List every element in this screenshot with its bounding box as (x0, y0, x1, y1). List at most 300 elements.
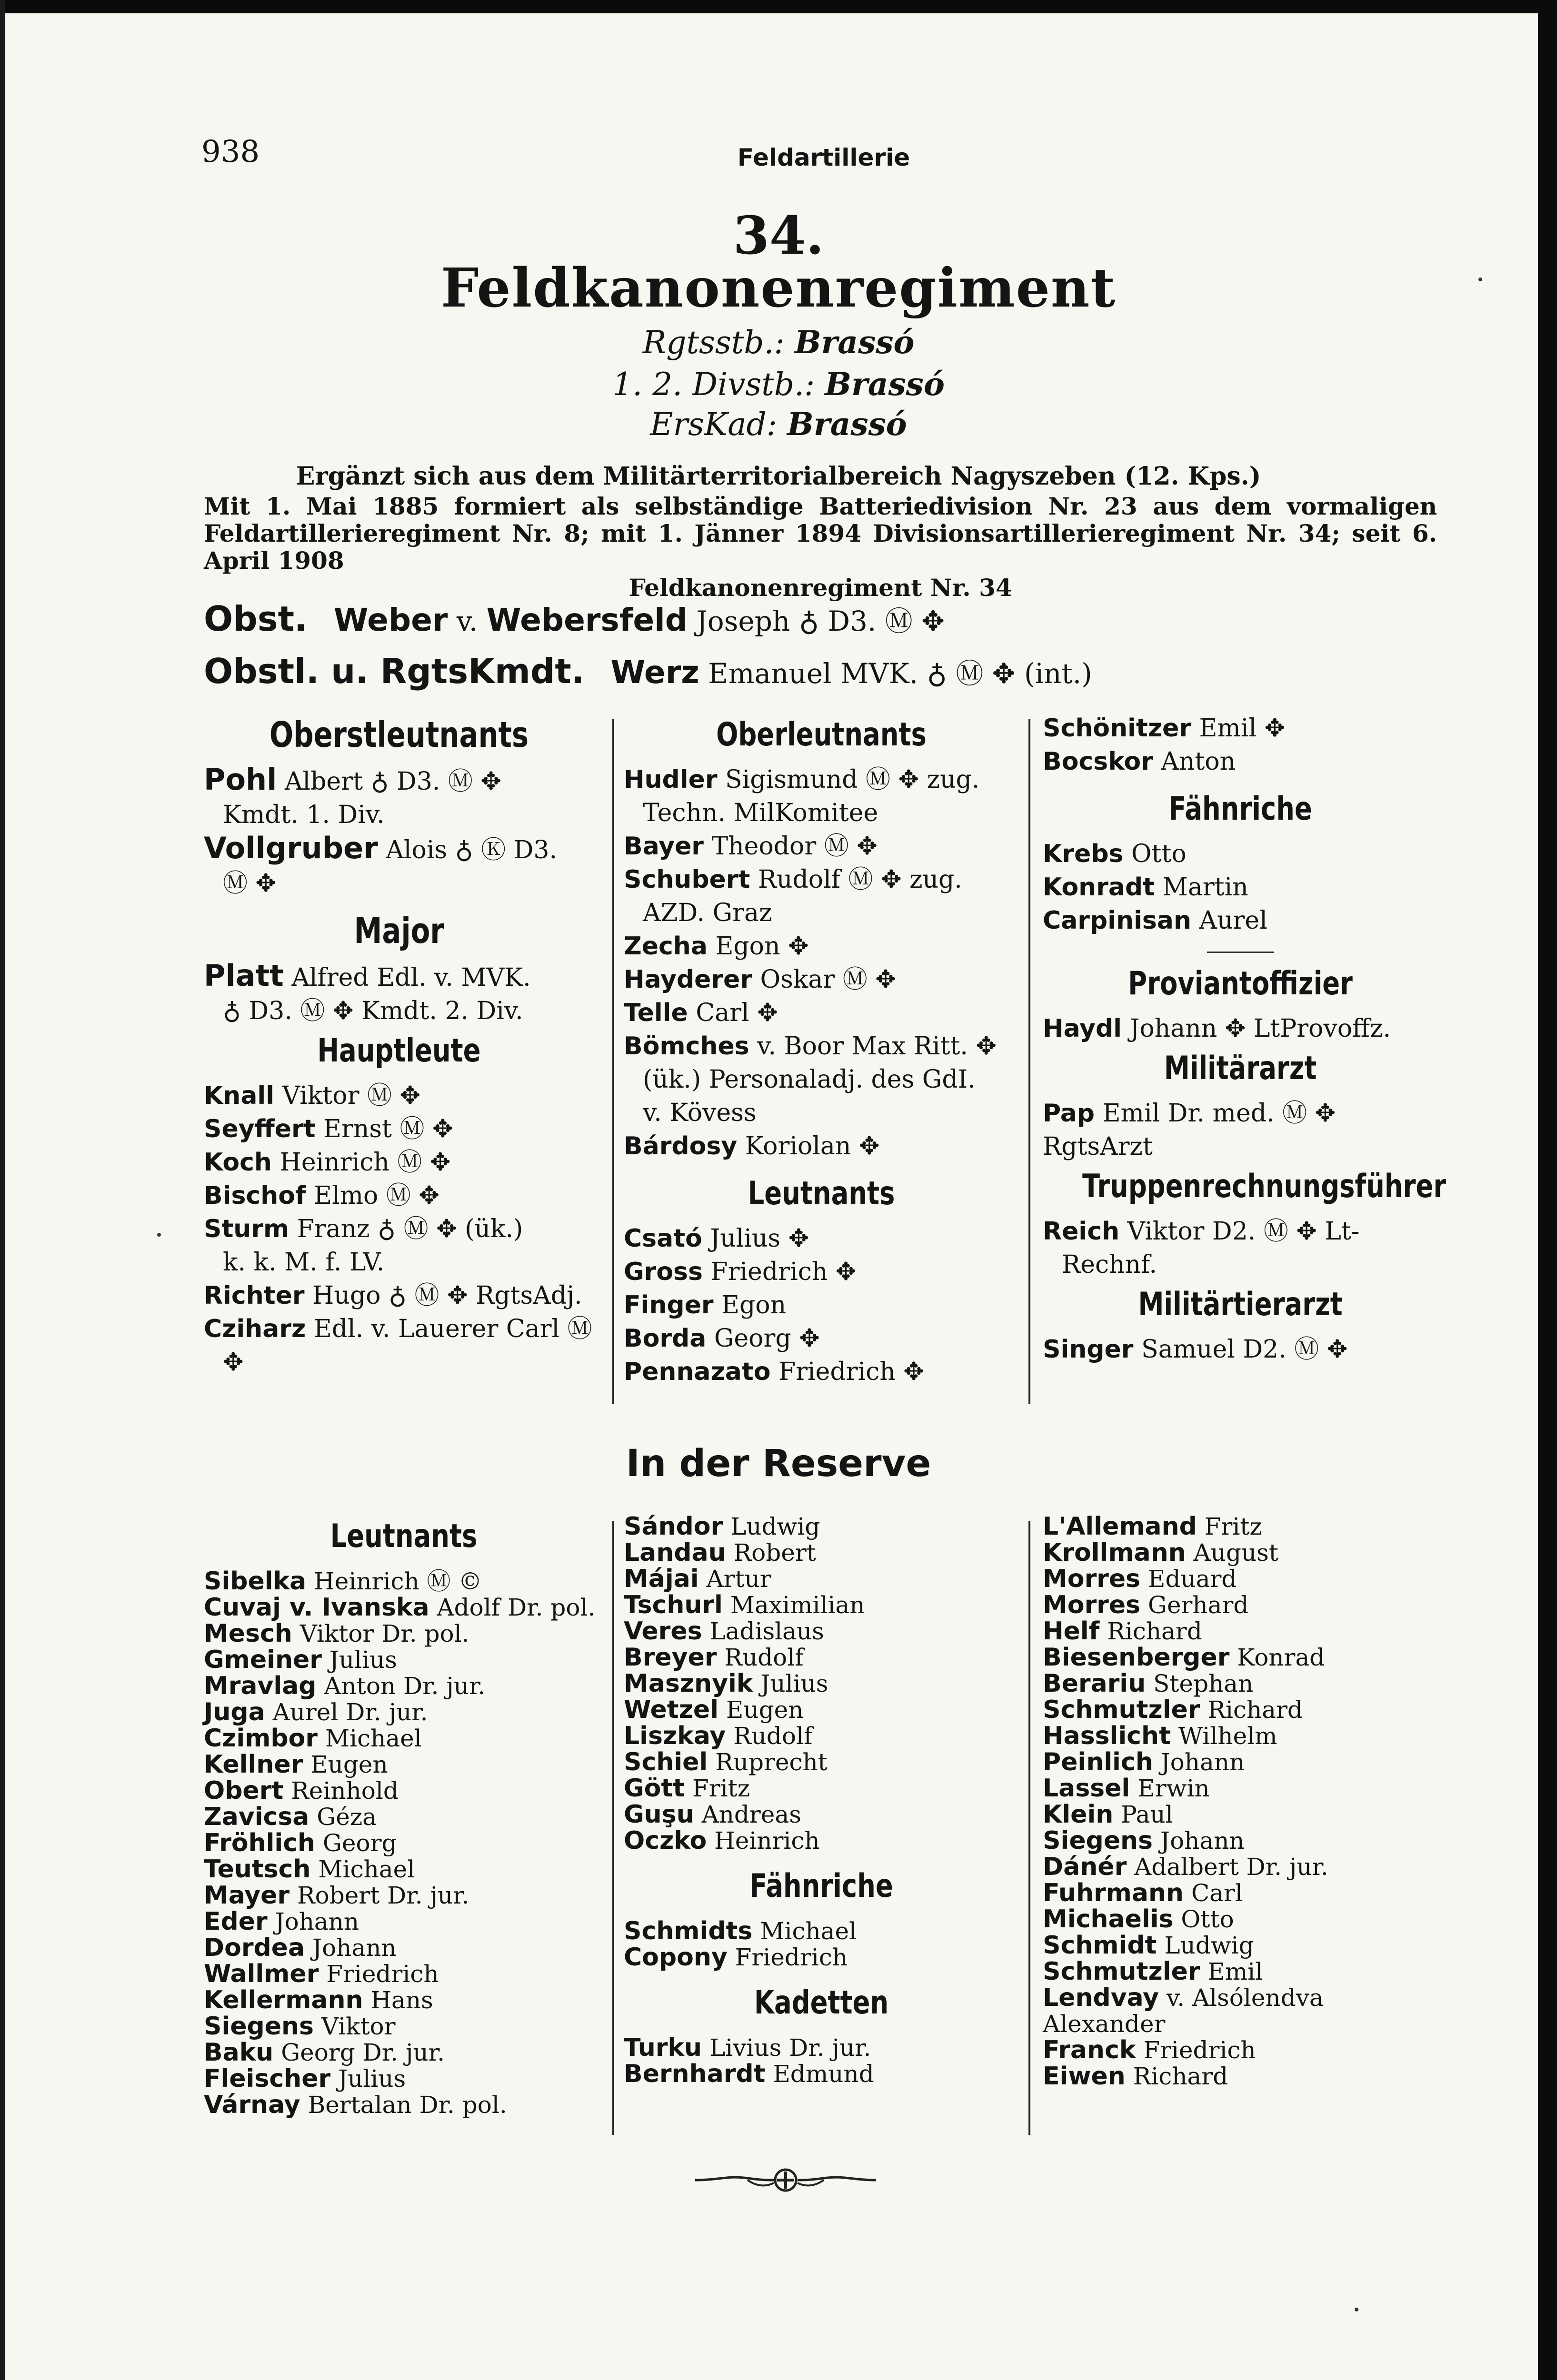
person-entry (204, 1935, 604, 1961)
entry-text: Franz ♁ Ⓜ ✥ (ük.) (297, 1215, 523, 1243)
surname: Helf (1043, 1617, 1100, 1646)
station-label: Rgtsstb.: (642, 324, 785, 361)
entry-continuation (624, 1096, 1019, 1130)
surname: Pennazato (624, 1358, 771, 1386)
section-heading-proviantoffizier: Proviantoffizier (1128, 965, 1353, 1002)
entry-text: Elmo Ⓜ ✥ (314, 1181, 439, 1210)
surname: Dánér (1043, 1853, 1127, 1881)
person-entry (624, 1944, 1019, 1971)
surname: Carpinisan (1043, 906, 1191, 935)
surname: Breyer (624, 1643, 717, 1672)
entry-text: Richard (1208, 1696, 1303, 1724)
section-heading-reserve-leutnants: Leutnants (330, 1517, 478, 1555)
person-entry (204, 1752, 604, 1778)
entry-text: Otto (1181, 1905, 1234, 1933)
entry-text: k. k. M. f. LV. (223, 1248, 385, 1277)
surname: Csató (624, 1224, 702, 1253)
surname: Juga (204, 1698, 265, 1726)
entry-text: Heinrich Ⓜ ✥ (279, 1148, 451, 1177)
entry-text: Georg (322, 1829, 397, 1857)
surname: Haydl (1043, 1014, 1122, 1043)
person-entry (204, 1987, 604, 2013)
surname: Konradt (1043, 873, 1155, 902)
person-entry (1043, 904, 1438, 937)
entry-text: Michael (318, 1855, 415, 1883)
surname: Sturm (204, 1215, 289, 1243)
entry-text: Samuel D2. Ⓜ ✥ (1141, 1335, 1348, 1364)
section-heading-major: Major (354, 911, 444, 952)
person-entry (1043, 2037, 1438, 2063)
entry-text: v. Kövess (643, 1099, 757, 1127)
person-entry (624, 1749, 1019, 1775)
regiment-name: Feldkanonenregiment (441, 257, 1116, 319)
section-heading-kadetten: Kadetten (754, 1984, 889, 2022)
entry-text: Andreas (701, 1801, 801, 1828)
person-entry (624, 2035, 1019, 2061)
person-entry (624, 1514, 1019, 1540)
entry-text: v. Alsólendva Alexander (1043, 1984, 1324, 2038)
surname: Czimbor (204, 1724, 318, 1753)
surname: Klein (1043, 1800, 1114, 1829)
entry-text: Otto (1131, 840, 1187, 868)
entry-text: (ük.) Personaladj. des GdI. (643, 1065, 976, 1094)
surname: Wetzel (624, 1696, 719, 1724)
person-entry (1043, 1854, 1438, 1880)
surname: Schiel (624, 1748, 708, 1776)
scan-speck (1478, 278, 1482, 281)
person-entry (1043, 1012, 1438, 1045)
section-heading-militaerarzt: Militärarzt (1164, 1050, 1317, 1087)
section-heading-oberstleutnants: Oberstleutnants (269, 714, 529, 755)
entry-text: Ruprecht (715, 1748, 828, 1776)
scan-speck (157, 1233, 161, 1237)
person-entry (204, 832, 594, 867)
entry-text: Fritz (692, 1775, 750, 1802)
person-entry (204, 1146, 594, 1179)
entry-continuation: ♁ D3. Ⓜ ✥ Kmdt. 2. Div. (223, 997, 523, 1025)
person-entry (624, 1030, 1019, 1063)
entry-text: Michael (325, 1725, 422, 1752)
kadetten-list (624, 2035, 1019, 2087)
entry-text: Robert Dr. jur. (297, 1882, 469, 1909)
given-name: Emanuel MVK. (708, 657, 918, 690)
person-entry (1043, 1985, 1438, 2037)
entry-text: Richard (1133, 2063, 1228, 2090)
entry-text: Robert (733, 1539, 816, 1567)
surname: Sándor (624, 1512, 723, 1541)
person-entry (624, 1618, 1019, 1645)
surname: Morres (1043, 1565, 1140, 1593)
given-name: Joseph (696, 605, 790, 637)
entry-text: Hans (370, 1986, 433, 2014)
person-entry (204, 1673, 604, 1699)
surname: Baku (204, 2038, 274, 2067)
entry-text: Heinrich Ⓜ © (314, 1567, 482, 1595)
surname: Bayer (624, 832, 704, 861)
person-entry (1043, 1333, 1438, 1366)
person-entry (624, 1540, 1019, 1566)
person-entry (204, 1647, 604, 1673)
person-entry (624, 1723, 1019, 1749)
person-entry (204, 1212, 594, 1246)
entry-text: Johann (1160, 1827, 1245, 1854)
person-entry (204, 1830, 604, 1856)
entry-text: Gerhard (1148, 1591, 1249, 1619)
entry-text: Adolf Dr. pol. (437, 1594, 596, 1621)
entry-text: Edl. v. Lauerer Carl Ⓜ (313, 1315, 592, 1343)
column-divider (1028, 1521, 1030, 2135)
entry-text: Ludwig (1164, 1932, 1254, 1959)
commander-obstl (204, 651, 1092, 691)
rank-label: Obstl. u. RgtsKmdt. (204, 651, 585, 691)
person-entry (1043, 745, 1438, 778)
surname: Reich (1043, 1217, 1119, 1246)
surname: Schubert (624, 865, 750, 894)
surname: Borda (624, 1324, 707, 1353)
entry-continuation: Rechnf. (1062, 1250, 1157, 1279)
entry-text: Adalbert Dr. jur. (1134, 1853, 1328, 1881)
station-label: ErsKad: (650, 406, 778, 443)
person-entry (204, 2040, 604, 2066)
surname: Berariu (1043, 1669, 1146, 1698)
surname: Kellermann (204, 1986, 363, 2014)
surname: Schmutzler (1043, 1696, 1200, 1724)
entry-text: Aurel Dr. jur. (272, 1698, 428, 1726)
person-entry (204, 1568, 604, 1595)
person-entry (204, 1079, 594, 1112)
person-entry (1043, 871, 1438, 904)
person-entry (204, 2013, 604, 2040)
person-entry (1043, 1566, 1438, 1592)
entry-continuation: Ⓜ ✥ (223, 869, 277, 898)
surname: Koch (204, 1148, 272, 1177)
entry-text: Techn. MilKomitee (643, 799, 878, 827)
entry-text: Viktor Dr. pol. (299, 1620, 469, 1647)
person-entry (1043, 1215, 1438, 1248)
person-entry (204, 1621, 604, 1647)
entry-text: Koriolan ✥ (745, 1132, 880, 1160)
person-entry (204, 763, 594, 798)
entry-text: Friedrich (1143, 2036, 1256, 2064)
surname: Tschurl (624, 1591, 723, 1619)
person-entry (1043, 837, 1438, 871)
person-entry (1043, 1749, 1438, 1775)
entry-text: Friedrich (735, 1944, 848, 1971)
surname: Bischof (204, 1181, 306, 1210)
surname: Schönitzer (1043, 714, 1191, 743)
person-entry (624, 2061, 1019, 2087)
entry-text: Egon ✥ (715, 932, 809, 961)
person-entry (624, 1802, 1019, 1828)
person-entry (1043, 1959, 1438, 1985)
entry-text: Johann ✥ LtProvoffz. (1129, 1014, 1391, 1043)
page-number: 938 (201, 134, 260, 169)
station-label: 1. 2. Divstb.: (612, 366, 815, 403)
section-heading-truppenrechnungsfuehrer: Truppenrechnungsführer (1082, 1168, 1447, 1205)
person-entry (624, 763, 1019, 796)
entry-text: Wilhelm (1178, 1722, 1278, 1750)
surname: Cziharz (204, 1315, 306, 1343)
surname: Krebs (1043, 840, 1124, 868)
entry-text: Géza (317, 1803, 377, 1831)
entry-text: Carl (1191, 1879, 1243, 1907)
entry-text: Alfred Edl. v. MVK. (291, 963, 531, 992)
entry-text: Eugen (726, 1696, 804, 1724)
surname: Werz (610, 654, 699, 691)
person-entry (1043, 1723, 1438, 1749)
surname: Veres (624, 1617, 702, 1646)
section-heading-hauptleute: Hauptleute (317, 1032, 481, 1070)
nobility-particle: v. (456, 605, 478, 637)
surname: Bömches (624, 1032, 749, 1061)
entry-continuation (624, 896, 1019, 930)
entry-text: Ernst Ⓜ ✥ (323, 1115, 453, 1143)
entry-text: Julius ✥ (710, 1224, 809, 1253)
section-divider (1207, 952, 1274, 953)
surname: Liszkay (624, 1722, 726, 1750)
person-entry (1043, 1097, 1438, 1163)
decorations: ♁ Ⓜ ✥ (int.) (927, 657, 1092, 690)
entry-continuation: Kmdt. 1. Div. (223, 801, 385, 829)
entry-text: Georg Dr. jur. (281, 2039, 445, 2066)
surname: Platt (204, 958, 284, 993)
entry-text: Viktor (321, 2013, 396, 2040)
person-entry (204, 1699, 604, 1726)
entry-text: Konrad (1237, 1644, 1325, 1671)
section-heading-leutnants: Leutnants (748, 1175, 895, 1212)
entry-text: Rudolf (724, 1644, 804, 1671)
surname: Telle (624, 999, 688, 1027)
entry-text: August (1193, 1539, 1278, 1567)
regiment-number: 34. (733, 205, 824, 266)
person-entry (204, 959, 594, 994)
entry-text: Hugo ♁ Ⓜ ✥ RgtsAdj. (312, 1281, 582, 1310)
surname: Zavicsa (204, 1803, 309, 1831)
person-entry (1043, 1592, 1438, 1618)
surname: Gross (624, 1258, 703, 1286)
entry-text: Paul (1121, 1801, 1173, 1828)
entry-text: Albert ♁ D3. Ⓜ ✥ (284, 767, 501, 796)
entry-text: Friedrich ✥ (778, 1358, 924, 1386)
column-divider (612, 1521, 614, 2135)
entry-text: Maximilian (730, 1591, 865, 1619)
entry-text: Oskar Ⓜ ✥ (760, 965, 896, 994)
person-entry (624, 1355, 1019, 1388)
entry-text: Carl ✥ (696, 999, 778, 1027)
surname: Sibelka (204, 1567, 307, 1596)
surname: Schmutzler (1043, 1957, 1200, 1986)
entry-text: Artur (706, 1565, 771, 1593)
surname: Weber (333, 602, 448, 638)
surname: Oczko (624, 1826, 707, 1855)
person-entry (624, 1918, 1019, 1944)
surname: Schmidts (624, 1917, 753, 1945)
person-entry (204, 1883, 604, 1909)
surname: Pap (1043, 1099, 1095, 1128)
person-entry (1043, 1933, 1438, 1959)
person-entry (624, 1289, 1019, 1322)
reserve-column-1 (204, 1514, 604, 2118)
surname: Mayer (204, 1881, 290, 1910)
section-heading-reserve-faehnriche: Fähnriche (749, 1867, 893, 1905)
section-heading-oberleutnants: Oberleutnants (716, 716, 927, 754)
entry-text: Bertalan Dr. pol. (308, 2091, 507, 2119)
entry-continuation (204, 1346, 594, 1379)
commander-obst (204, 599, 945, 639)
surname: Lendvay (1043, 1983, 1159, 2012)
entry-text: Egon (721, 1291, 787, 1319)
entry-text: Johann (1160, 1748, 1245, 1776)
entry-text: Johann (275, 1908, 359, 1935)
person-entry (624, 1130, 1019, 1163)
person-entry (204, 2066, 604, 2092)
person-entry (1043, 712, 1438, 745)
entry-text: Friedrich ✥ (710, 1258, 857, 1286)
surname: Fuhrmann (1043, 1879, 1184, 1907)
station-divstb (0, 366, 1557, 403)
scan-border-top (0, 0, 1557, 13)
entry-text: Erwin (1138, 1775, 1210, 1802)
entry-text: Johann (312, 1934, 397, 1962)
reserve-column-3 (1043, 1514, 1438, 2090)
surname: Teutsch (204, 1855, 311, 1884)
surname: Várnay (204, 2091, 300, 2119)
entry-text: Ludwig (730, 1513, 820, 1540)
entry-text: Julius (338, 2065, 406, 2092)
entry-text: Heinrich (714, 1827, 820, 1854)
entry-text: Sigismund Ⓜ ✥ zug. (725, 765, 980, 794)
column-divider (1028, 719, 1030, 1404)
entry-text: Friedrich (326, 1960, 439, 1988)
surname: Mesch (204, 1619, 292, 1648)
entry-text: Rudolf (733, 1722, 813, 1750)
rank-label: Obst. (204, 599, 308, 639)
surname: Gött (624, 1774, 685, 1803)
entry-continuation (624, 1063, 1019, 1096)
entry-text: Ladislaus (709, 1617, 824, 1645)
station-erskad (0, 406, 1557, 443)
person-entry (204, 1961, 604, 1987)
reserve-list-3 (1043, 1514, 1438, 2090)
surname: Dordea (204, 1934, 305, 1962)
entry-text: Anton (1161, 747, 1236, 776)
entry-text: Georg ✥ (714, 1324, 820, 1353)
surname: Hayderer (624, 965, 752, 994)
surname: Vollgruber (204, 831, 378, 865)
entry-text: Theodor Ⓜ ✥ (711, 832, 878, 861)
surname: Wallmer (204, 1960, 319, 1988)
surname: Bárdosy (624, 1132, 738, 1160)
person-entry (1043, 1906, 1438, 1933)
entry-text: Julius (329, 1646, 397, 1674)
surname: L'Allemand (1043, 1512, 1197, 1541)
person-entry (204, 1112, 594, 1146)
person-entry (204, 1312, 594, 1346)
supplement-note: Ergänzt sich aus dem Militärterritorialbereich Nagyszeben (12. Kps.) (296, 462, 1261, 491)
person-entry (624, 1775, 1019, 1802)
entry-text: Julius (760, 1670, 828, 1697)
entry-text: Viktor Ⓜ ✥ (282, 1081, 421, 1110)
surname: Seyffert (204, 1115, 316, 1143)
surname: Hudler (624, 765, 718, 794)
entry-text: Viktor D2. Ⓜ ✥ Lt- (1127, 1217, 1360, 1246)
person-entry (624, 1645, 1019, 1671)
surname: Eder (204, 1907, 268, 1936)
person-entry (204, 1856, 604, 1883)
entry-text: AZD. Graz (643, 899, 772, 927)
entry-text: Michael (760, 1917, 857, 1945)
entry-text: Livius Dr. jur. (709, 2034, 871, 2062)
surname: Richter (204, 1281, 305, 1310)
station-value: Brassó (794, 324, 915, 361)
person-entry (1043, 1828, 1438, 1854)
person-entry (624, 1828, 1019, 1854)
running-head: Feldartillerie (737, 144, 910, 171)
person-entry (624, 1671, 1019, 1697)
person-entry (204, 1595, 604, 1621)
entry-text: Emil Dr. med. Ⓜ ✥ RgtsArzt (1043, 1099, 1336, 1161)
person-entry (1043, 1618, 1438, 1645)
column-subalterns (624, 712, 1019, 1388)
person-entry (1043, 1697, 1438, 1723)
reserve-heading: In der Reserve (626, 1442, 931, 1485)
station-rgtsstb (0, 324, 1557, 361)
surname: Landau (624, 1538, 726, 1567)
person-entry (624, 1222, 1019, 1255)
history-text: Mit 1. Mai 1885 formiert als selbständige Batteriedivision Nr. 23 aus dem vormaligen Feldartillerieregiment Nr. 8; mit 1. Jänner 1894 Divisionsartillerieregiment Nr. 34; seit 6. April 1908 (204, 492, 1437, 575)
reserve-list-2 (624, 1514, 1019, 1854)
person-entry (624, 963, 1019, 996)
surname: Lassel (1043, 1774, 1130, 1803)
entry-text: Emil ✥ (1199, 714, 1286, 743)
surname: Hasslicht (1043, 1722, 1171, 1750)
person-entry (624, 1255, 1019, 1289)
entry-text: Eugen (310, 1751, 388, 1778)
surname: Michaelis (1043, 1905, 1174, 1934)
scan-speck (1355, 2308, 1358, 2311)
person-entry (1043, 1671, 1438, 1697)
person-entry (1043, 1802, 1438, 1828)
surname: Guşu (624, 1800, 694, 1829)
surname: Mravlag (204, 1672, 317, 1700)
reserve-faehnriche-list (624, 1918, 1019, 1971)
surname: Gmeiner (204, 1646, 322, 1674)
surname: Copony (624, 1943, 728, 1972)
person-entry (624, 1697, 1019, 1723)
surname: Franck (1043, 2036, 1136, 2064)
entry-continuation (624, 796, 1019, 830)
surname: Pohl (204, 762, 277, 797)
surname: Schmidt (1043, 1931, 1157, 1960)
entry-text: Edmund (773, 2060, 874, 2088)
person-entry (204, 1179, 594, 1212)
surname: Biesenberger (1043, 1643, 1230, 1672)
station-value: Brassó (825, 366, 945, 403)
surname: Fleischer (204, 2064, 331, 2093)
person-entry (204, 1909, 604, 1935)
surname: Peinlich (1043, 1748, 1153, 1776)
surname: Bocskor (1043, 747, 1153, 776)
entry-text: Reinhold (291, 1777, 399, 1805)
surname: Krollmann (1043, 1538, 1186, 1567)
person-entry (1043, 2063, 1438, 2090)
person-entry (1043, 1880, 1438, 1906)
entry-text: Rudolf Ⓜ ✥ zug. (758, 865, 962, 894)
surname: Turku (624, 2033, 702, 2062)
entry-text: Eduard (1148, 1565, 1237, 1593)
surname: Finger (624, 1291, 714, 1319)
entry-text: v. Boor Max Ritt. ✥ (757, 1032, 997, 1061)
